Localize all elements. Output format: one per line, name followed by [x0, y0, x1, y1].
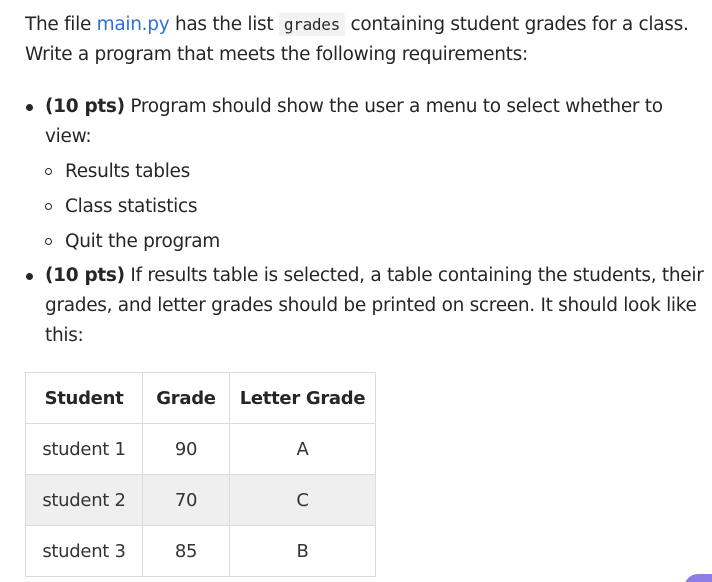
inline-code: grades — [279, 13, 345, 36]
results-table — [25, 372, 376, 577]
intro-text-1: The file — [25, 14, 97, 35]
table-cell: 85 — [143, 526, 230, 577]
intro-text-3: containing student grades for a class. Write a program that meets the following requirements: — [25, 14, 689, 65]
table-cell: C — [230, 475, 376, 526]
menu-option: Class statistics — [45, 189, 705, 224]
table-row — [26, 526, 376, 577]
requirement-item — [25, 92, 705, 259]
intro-paragraph — [25, 10, 705, 70]
file-link[interactable]: main.py — [96, 14, 170, 35]
table-header-cell: Grade — [143, 373, 230, 424]
table-cell: A — [230, 424, 376, 475]
table-row — [26, 475, 376, 526]
points-label: (10 pts) — [45, 265, 125, 286]
table-row — [26, 424, 376, 475]
assignment-content — [25, 10, 705, 562]
intro-text-2: has the list — [169, 14, 279, 35]
table-cell: student 2 — [26, 475, 143, 526]
table-header-cell: Student — [26, 373, 143, 424]
menu-options-list — [45, 154, 705, 259]
menu-option: Results tables — [45, 154, 705, 189]
table-cell: 70 — [143, 475, 230, 526]
assistant-launcher-icon[interactable] — [684, 574, 712, 582]
table-cell: student 1 — [26, 424, 143, 475]
requirement-text: If results table is selected, a table containing the students, their grades, and letter grades should be printed on screen. It should look like this: — [45, 265, 704, 346]
table-cell: B — [230, 526, 376, 577]
table-cell: 90 — [143, 424, 230, 475]
requirement-text: Program should show the user a menu to select whether to view: — [45, 96, 663, 147]
requirement-item — [25, 261, 705, 351]
points-label: (10 pts) — [45, 96, 125, 117]
table-cell: student 3 — [26, 526, 143, 577]
table-header-row — [26, 373, 376, 424]
requirements-list — [25, 92, 705, 351]
menu-option: Quit the program — [45, 224, 705, 259]
table-header-cell: Letter Grade — [230, 373, 376, 424]
